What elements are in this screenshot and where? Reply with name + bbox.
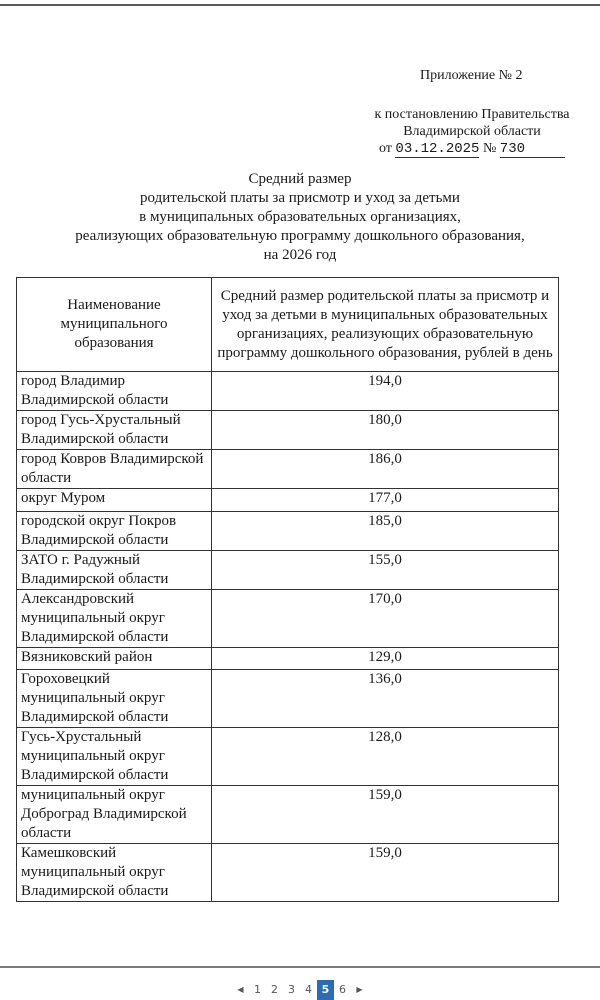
table-row [17, 844, 559, 902]
table-row [17, 786, 559, 844]
page-6-button[interactable]: 6 [339, 983, 346, 996]
decree-no-sign: № [482, 141, 497, 156]
fee-value: 155,0 [212, 551, 559, 590]
fee-value: 136,0 [212, 670, 559, 728]
fee-value: 194,0 [212, 372, 559, 411]
municipality-name: Гусь-Хрустальный муниципальный округ Владимирской области [17, 728, 212, 786]
document-title [20, 170, 580, 265]
appendix-label: Приложение № 2 [420, 68, 523, 83]
fee-value: 185,0 [212, 512, 559, 551]
decree-line: Владимирской области [403, 124, 541, 139]
decree-date: 03.12.2025 [395, 141, 480, 157]
municipality-name: город Гусь-Хрустальный Владимирской области [17, 411, 212, 450]
municipality-name: город Ковров Владимирской области [17, 450, 212, 489]
municipality-name: округ Муром [17, 489, 212, 512]
municipality-name: Александровский муниципальный округ Владимирской области [17, 590, 212, 648]
page-5-button-current[interactable]: 5 [317, 980, 334, 1000]
page-2-button[interactable]: 2 [271, 983, 278, 996]
table-row [17, 450, 559, 489]
next-page-button[interactable]: ▶ [356, 985, 363, 994]
title-line: Средний размер [248, 171, 352, 187]
fee-value: 129,0 [212, 648, 559, 670]
prev-page-button[interactable]: ◀ [237, 985, 244, 994]
fee-value: 128,0 [212, 728, 559, 786]
table-row [17, 372, 559, 411]
page-3-button[interactable]: 3 [288, 983, 295, 996]
decree-line: к постановлению Правительства [374, 107, 570, 122]
decree-date-line [372, 140, 572, 158]
municipality-name: муниципальный округ Доброград Владимирской области [17, 786, 212, 844]
title-line: в муниципальных образовательных организациях, [139, 209, 461, 225]
table-row [17, 670, 559, 728]
fee-value: 170,0 [212, 590, 559, 648]
decree-reference [372, 106, 572, 158]
table-row [17, 489, 559, 512]
column-header-fee: Средний размер родительской платы за присмотр и уход за детьми в муниципальных образовательных организациях, реализующих образовательную программу дошкольного образования, рублей в день [212, 278, 559, 372]
municipality-name: Гороховецкий муниципальный округ Владимирской области [17, 670, 212, 728]
table-row [17, 728, 559, 786]
fee-value: 159,0 [212, 844, 559, 902]
fee-value: 180,0 [212, 411, 559, 450]
municipality-name: городской округ Покров Владимирской области [17, 512, 212, 551]
title-line: родительской платы за присмотр и уход за детьми [140, 190, 460, 206]
decree-prefix: от [378, 141, 392, 156]
municipality-name: ЗАТО г. Радужный Владимирской области [17, 551, 212, 590]
table-row [17, 590, 559, 648]
fee-value: 186,0 [212, 450, 559, 489]
pagination [0, 980, 600, 1000]
column-header-name: Наименование муниципального образования [17, 278, 212, 372]
fee-value: 177,0 [212, 489, 559, 512]
page-4-button[interactable]: 4 [305, 983, 312, 996]
municipality-name: город Владимир Владимирской области [17, 372, 212, 411]
fees-table [16, 277, 559, 902]
municipality-name: Вязниковский район [17, 648, 212, 670]
table-row [17, 411, 559, 450]
decree-number: 730 [500, 141, 565, 158]
table-row [17, 648, 559, 670]
table-row [17, 512, 559, 551]
page-1-button[interactable]: 1 [254, 983, 261, 996]
municipality-name: Камешковский муниципальный округ Владимирской области [17, 844, 212, 902]
bottom-divider [0, 966, 600, 968]
fee-value: 159,0 [212, 786, 559, 844]
title-line: на 2026 год [263, 247, 337, 263]
table-row [17, 551, 559, 590]
title-line: реализующих образовательную программу дошкольного образования, [75, 228, 525, 244]
